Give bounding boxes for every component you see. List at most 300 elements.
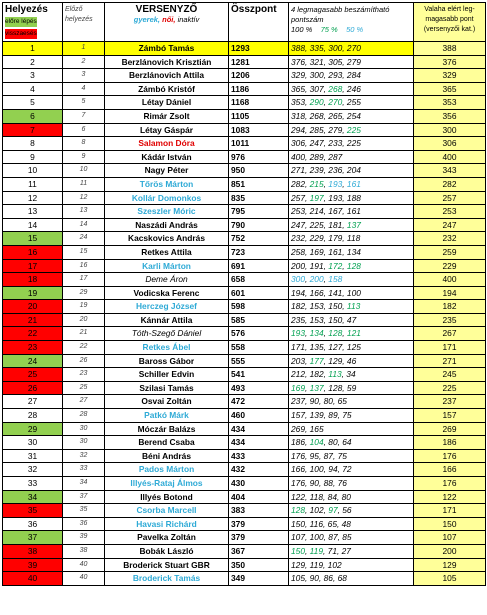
table-row xyxy=(3,558,486,572)
score-value: 235 xyxy=(291,314,305,325)
max-points: 200 xyxy=(414,544,486,558)
max-points: 257 xyxy=(414,191,486,205)
rank-cell: 24 xyxy=(3,354,63,368)
score-value: 161 xyxy=(346,178,361,189)
table-row xyxy=(3,109,486,123)
table-row xyxy=(3,517,486,531)
score-value: 128 xyxy=(291,505,305,516)
total-points: 1011 xyxy=(229,137,289,151)
competitor-name: Létay Dániel xyxy=(105,96,229,110)
score-value: 265 xyxy=(328,110,343,121)
prev-rank-cell: 1 xyxy=(63,42,105,56)
score-value: 236 xyxy=(328,165,343,176)
max-points: 237 xyxy=(414,395,486,409)
competitor-name: Osvai Zoltán xyxy=(105,395,229,409)
score-value: 121 xyxy=(346,328,361,339)
score-value: 122 xyxy=(291,491,305,502)
score-value: 71 xyxy=(327,545,337,556)
competitor-name: Havasi Richárd xyxy=(105,517,229,531)
best-scores: 237, 90, 80, 65 xyxy=(289,395,414,409)
best-scores: 253, 214, 167, 161 xyxy=(289,205,414,219)
table-row xyxy=(3,82,486,96)
score-value: 197 xyxy=(309,192,324,203)
total-points: 541 xyxy=(229,368,289,382)
ranking-table xyxy=(2,2,486,586)
score-value: 194 xyxy=(291,287,305,298)
table-row xyxy=(3,381,486,395)
table-row xyxy=(3,232,486,246)
rank-cell: 38 xyxy=(3,544,63,558)
score-value: 247 xyxy=(291,219,305,230)
competitor-name: Béni András xyxy=(105,449,229,463)
score-value: 300 xyxy=(291,274,305,285)
max-points: 176 xyxy=(414,449,486,463)
prev-rank-cell: 6 xyxy=(63,123,105,137)
competitor-name: Karli Márton xyxy=(105,259,229,273)
prev-rank-cell: 23 xyxy=(63,368,105,382)
table-row xyxy=(3,273,486,287)
score-value: 102 xyxy=(309,505,324,516)
score-value: 193 xyxy=(328,178,343,189)
score-value: 87 xyxy=(328,532,338,543)
rank-cell: 29 xyxy=(3,422,63,436)
rank-cell: 40 xyxy=(3,572,63,586)
max-points: 232 xyxy=(414,232,486,246)
pct-75: 75 % xyxy=(320,25,338,34)
best-scores: 247, 225, 181, 137 xyxy=(289,218,414,232)
rank-cell: 26 xyxy=(3,381,63,395)
max-points: 122 xyxy=(414,490,486,504)
table-row xyxy=(3,531,486,545)
score-value: 225 xyxy=(346,124,361,135)
best-scores: 150, 119, 71, 27 xyxy=(289,544,414,558)
header-best-cell xyxy=(289,3,414,42)
score-value: 177 xyxy=(309,355,324,366)
score-value: 95 xyxy=(309,450,319,461)
competitor-name: Szeszler Móric xyxy=(105,205,229,219)
table-row xyxy=(3,504,486,518)
score-value: 86 xyxy=(323,573,333,584)
rank-cell: 33 xyxy=(3,477,63,491)
legend-up: előre lépés xyxy=(5,18,37,25)
score-value: 305 xyxy=(328,56,343,67)
prev-rank-cell: 22 xyxy=(63,341,105,355)
max-points: 400 xyxy=(414,273,486,287)
score-value: 105 xyxy=(291,573,305,584)
score-value: 100 xyxy=(346,287,361,298)
competitor-name: Kádár István xyxy=(105,150,229,164)
score-value: 129 xyxy=(291,559,305,570)
prev-rank-cell: 11 xyxy=(63,177,105,191)
rank-cell: 36 xyxy=(3,517,63,531)
score-value: 56 xyxy=(342,505,352,516)
total-points: 1281 xyxy=(229,55,289,69)
score-value: 279 xyxy=(346,56,361,67)
score-value: 287 xyxy=(328,151,343,162)
score-value: 119 xyxy=(309,545,323,556)
score-value: 153 xyxy=(309,301,324,312)
table-row xyxy=(3,286,486,300)
score-value: 65 xyxy=(327,518,337,529)
table-row xyxy=(3,245,486,259)
ranking-sheet xyxy=(2,2,485,586)
competitor-name: Szilasi Tamás xyxy=(105,381,229,395)
rank-cell: 30 xyxy=(3,436,63,450)
score-value: 150 xyxy=(328,301,343,312)
max-points: 300 xyxy=(414,123,486,137)
table-row xyxy=(3,422,486,436)
best-scores: 318, 268, 265, 254 xyxy=(289,109,414,123)
table-row xyxy=(3,544,486,558)
competitor-name: Vodicska Ferenc xyxy=(105,286,229,300)
score-value: 141 xyxy=(328,287,343,298)
score-value: 307 xyxy=(309,83,324,94)
score-value: 353 xyxy=(291,97,305,108)
score-value: 284 xyxy=(346,70,361,81)
score-value: 68 xyxy=(337,573,347,584)
best-scores: 194, 166, 141, 100 xyxy=(289,286,414,300)
table-row xyxy=(3,354,486,368)
score-value: 335 xyxy=(309,43,324,53)
total-points: 601 xyxy=(229,286,289,300)
prev-rank-cell: 20 xyxy=(63,313,105,327)
table-row xyxy=(3,218,486,232)
total-points: 367 xyxy=(229,544,289,558)
competitor-name: Nagy Péter xyxy=(105,164,229,178)
score-value: 214 xyxy=(309,206,324,217)
max-points: 194 xyxy=(414,286,486,300)
total-points: 383 xyxy=(229,504,289,518)
table-row xyxy=(3,395,486,409)
score-value: 139 xyxy=(309,410,324,421)
rank-cell: 23 xyxy=(3,341,63,355)
score-value: 254 xyxy=(346,110,361,121)
score-value: 87 xyxy=(323,450,333,461)
total-points: 835 xyxy=(229,191,289,205)
table-row xyxy=(3,409,486,423)
header-max-cell xyxy=(414,3,486,42)
table-row xyxy=(3,96,486,110)
competitor-name: Illyés-Rataj Álmos xyxy=(105,477,229,491)
rank-cell: 1 xyxy=(3,42,63,56)
score-value: 88 xyxy=(323,478,333,488)
competitor-name: Berzlánovich Krisztián xyxy=(105,55,229,69)
score-value: 176 xyxy=(291,478,305,488)
total-points: 752 xyxy=(229,232,289,246)
best-scores: 282, 215, 193, 161 xyxy=(289,177,414,191)
total-points: 349 xyxy=(229,572,289,586)
score-value: 388 xyxy=(291,43,305,53)
competitor-name: Salamon Dóra xyxy=(105,137,229,151)
table-row xyxy=(3,368,486,382)
table-row xyxy=(3,164,486,178)
total-points: 691 xyxy=(229,259,289,273)
score-value: 239 xyxy=(309,165,324,176)
prev-rank-cell: 37 xyxy=(63,490,105,504)
rank-cell: 27 xyxy=(3,395,63,409)
rank-cell: 5 xyxy=(3,96,63,110)
score-value: 212 xyxy=(291,369,305,380)
score-value: 94 xyxy=(328,464,338,475)
table-row xyxy=(3,490,486,504)
total-points: 598 xyxy=(229,300,289,314)
score-value: 329 xyxy=(291,70,305,81)
max-points: 259 xyxy=(414,245,486,259)
total-points: 433 xyxy=(229,449,289,463)
rank-cell: 28 xyxy=(3,409,63,423)
prev-rank-cell: 3 xyxy=(63,69,105,83)
score-value: 253 xyxy=(291,206,305,217)
score-value: 161 xyxy=(328,246,343,257)
table-row xyxy=(3,150,486,164)
score-value: 119 xyxy=(309,559,323,570)
competitor-name: Baross Gábor xyxy=(105,354,229,368)
total-points: 432 xyxy=(229,463,289,477)
score-value: 75 xyxy=(337,450,347,461)
rank-cell: 8 xyxy=(3,137,63,151)
score-value: 90 xyxy=(309,396,319,407)
score-value: 90 xyxy=(309,478,319,488)
total-points: 658 xyxy=(229,273,289,287)
score-value: 128 xyxy=(346,260,361,271)
score-value: 376 xyxy=(291,56,305,67)
rank-cell: 4 xyxy=(3,82,63,96)
score-value: 172 xyxy=(328,260,343,271)
prev-rank-cell: 30 xyxy=(63,422,105,436)
competitor-name: Naszádi András xyxy=(105,218,229,232)
prev-rank-cell: 32 xyxy=(63,449,105,463)
prev-rank-cell: 9 xyxy=(63,150,105,164)
competitor-name: Berzlánovich Attila xyxy=(105,69,229,83)
best-scores: 176, 90, 88, 76 xyxy=(289,477,414,491)
score-value: 102 xyxy=(327,559,342,570)
best-scores: 258, 169, 161, 134 xyxy=(289,245,414,259)
score-value: 158 xyxy=(328,274,343,285)
rank-cell: 3 xyxy=(3,69,63,83)
score-value: 171 xyxy=(291,342,305,353)
rank-cell: 19 xyxy=(3,286,63,300)
best-scores: 171, 135, 127, 125 xyxy=(289,341,414,355)
rank-cell: 7 xyxy=(3,123,63,137)
score-value: 300 xyxy=(328,43,343,53)
max-points: 129 xyxy=(414,558,486,572)
score-value: 134 xyxy=(309,328,324,339)
total-points: 851 xyxy=(229,177,289,191)
score-value: 229 xyxy=(309,233,324,244)
total-points: 434 xyxy=(229,436,289,450)
prev-rank-cell: 33 xyxy=(63,463,105,477)
prev-rank-cell: 4 xyxy=(63,82,105,96)
competitor-name: Retkes Ábel xyxy=(105,341,229,355)
score-value: 90 xyxy=(309,573,319,584)
score-value: 258 xyxy=(291,246,305,257)
header-competitor: VERSENYZŐ xyxy=(135,4,198,15)
rank-cell: 2 xyxy=(3,55,63,69)
max-points: 343 xyxy=(414,164,486,178)
max-points: 150 xyxy=(414,517,486,531)
competitor-name: Berend Csaba xyxy=(105,436,229,450)
score-value: 137 xyxy=(346,219,361,230)
header-total: Összpont xyxy=(231,4,277,15)
score-value: 107 xyxy=(291,532,305,543)
rank-cell: 10 xyxy=(3,164,63,178)
pct-100: 100 % xyxy=(291,25,313,34)
header-total-cell xyxy=(229,3,289,42)
competitor-name: Létay Gáspár xyxy=(105,123,229,137)
best-scores: 186, 104, 80, 64 xyxy=(289,436,414,450)
prev-rank-cell: 7 xyxy=(63,109,105,123)
best-scores: 365, 307, 268, 246 xyxy=(289,82,414,96)
max-points: 267 xyxy=(414,327,486,341)
total-points: 1105 xyxy=(229,109,289,123)
max-points: 388 xyxy=(414,42,486,56)
rank-cell: 15 xyxy=(3,232,63,246)
prev-rank-cell: 10 xyxy=(63,164,105,178)
total-points: 795 xyxy=(229,205,289,219)
max-points: 166 xyxy=(414,463,486,477)
total-points: 460 xyxy=(229,409,289,423)
rank-cell: 37 xyxy=(3,531,63,545)
best-scores: 400, 289, 287 xyxy=(289,150,414,164)
total-points: 430 xyxy=(229,477,289,491)
best-scores: 294, 285, 279, 225 xyxy=(289,123,414,137)
score-value: 97 xyxy=(328,505,338,516)
max-points: 176 xyxy=(414,477,486,491)
score-value: 169 xyxy=(291,382,305,393)
score-value: 161 xyxy=(346,206,361,217)
max-points: 105 xyxy=(414,572,486,586)
score-value: 188 xyxy=(346,192,361,203)
competitor-name: Broderick Stuart GBR xyxy=(105,558,229,572)
cat-youth: gyerek, xyxy=(133,15,161,24)
table-row xyxy=(3,123,486,137)
prev-rank-cell: 30 xyxy=(63,436,105,450)
score-value: 100 xyxy=(309,532,324,543)
rank-cell: 17 xyxy=(3,259,63,273)
score-value: 215 xyxy=(309,178,324,189)
rank-cell: 14 xyxy=(3,218,63,232)
total-points: 404 xyxy=(229,490,289,504)
score-value: 134 xyxy=(346,246,361,257)
max-points: 171 xyxy=(414,341,486,355)
competitor-name: Kánnár Attila xyxy=(105,313,229,327)
score-value: 269 xyxy=(291,423,305,434)
best-scores: 271, 239, 236, 204 xyxy=(289,164,414,178)
prev-rank-cell: 34 xyxy=(63,477,105,491)
score-value: 128 xyxy=(328,382,343,393)
rank-cell: 35 xyxy=(3,504,63,518)
best-scores: 176, 95, 87, 75 xyxy=(289,449,414,463)
score-value: 200 xyxy=(309,274,324,285)
score-value: 34 xyxy=(346,369,356,380)
prev-rank-cell: 21 xyxy=(63,327,105,341)
score-value: 179 xyxy=(328,233,343,244)
prev-rank-cell: 17 xyxy=(63,273,105,287)
rank-cell: 13 xyxy=(3,205,63,219)
header-best: 4 legmagasabb beszámítható pontszám xyxy=(291,5,390,24)
table-row xyxy=(3,300,486,314)
score-value: 135 xyxy=(309,342,324,353)
total-points: 379 xyxy=(229,517,289,531)
best-scores: 269, 165 xyxy=(289,422,414,436)
score-value: 176 xyxy=(291,450,305,461)
score-value: 290 xyxy=(309,97,324,108)
score-value: 247 xyxy=(309,138,324,149)
score-value: 321 xyxy=(309,56,324,67)
max-points: 229 xyxy=(414,259,486,273)
table-row xyxy=(3,137,486,151)
table-row xyxy=(3,55,486,69)
header-competitor-cell xyxy=(105,3,229,42)
table-row xyxy=(3,313,486,327)
prev-rank-cell: 36 xyxy=(63,517,105,531)
competitor-name: Csorba Marcell xyxy=(105,504,229,518)
score-value: 48 xyxy=(341,518,351,529)
score-value: 289 xyxy=(309,151,324,162)
legend-down: visszaesés xyxy=(5,30,37,37)
rank-cell: 20 xyxy=(3,300,63,314)
score-value: 165 xyxy=(309,423,324,434)
header-rank: Helyezés xyxy=(5,4,48,15)
best-scores: 300, 200, 158 xyxy=(289,273,414,287)
score-value: 64 xyxy=(342,437,352,448)
prev-rank-cell: 29 xyxy=(63,286,105,300)
score-value: 285 xyxy=(309,124,324,135)
table-row xyxy=(3,69,486,83)
rank-cell: 6 xyxy=(3,109,63,123)
max-points: 400 xyxy=(414,150,486,164)
max-points: 269 xyxy=(414,422,486,436)
rank-cell: 16 xyxy=(3,245,63,259)
competitor-name: Zámbó Kristóf xyxy=(105,82,229,96)
score-value: 150 xyxy=(291,545,305,556)
total-points: 1186 xyxy=(229,82,289,96)
best-scores: 353, 290, 270, 255 xyxy=(289,96,414,110)
best-scores: 166, 100, 94, 72 xyxy=(289,463,414,477)
score-value: 365 xyxy=(291,83,305,94)
max-points: 235 xyxy=(414,313,486,327)
prev-rank-cell: 40 xyxy=(63,572,105,586)
prev-rank-cell: 12 xyxy=(63,191,105,205)
prev-rank-cell: 19 xyxy=(63,300,105,314)
total-points: 379 xyxy=(229,531,289,545)
table-row xyxy=(3,205,486,219)
rank-cell: 18 xyxy=(3,273,63,287)
score-value: 270 xyxy=(346,43,361,53)
max-points: 282 xyxy=(414,177,486,191)
header-prev-cell xyxy=(63,3,105,42)
cat-inactive: inaktív xyxy=(177,15,200,24)
competitor-name: Broderick Tamás xyxy=(105,572,229,586)
score-value: 157 xyxy=(291,410,305,421)
score-value: 203 xyxy=(291,355,305,366)
score-value: 169 xyxy=(309,246,324,257)
header-rank-cell xyxy=(3,3,63,42)
header-percentages xyxy=(291,25,411,35)
score-value: 153 xyxy=(309,314,324,325)
score-value: 116 xyxy=(309,518,323,529)
score-value: 113 xyxy=(346,301,361,312)
score-value: 233 xyxy=(328,138,343,149)
score-value: 127 xyxy=(328,342,343,353)
score-value: 225 xyxy=(309,219,324,230)
total-points: 555 xyxy=(229,354,289,368)
competitor-name: Patkó Márk xyxy=(105,409,229,423)
score-value: 191 xyxy=(309,260,324,271)
score-value: 100 xyxy=(309,464,324,475)
best-scores: 376, 321, 305, 279 xyxy=(289,55,414,69)
table-row xyxy=(3,341,486,355)
